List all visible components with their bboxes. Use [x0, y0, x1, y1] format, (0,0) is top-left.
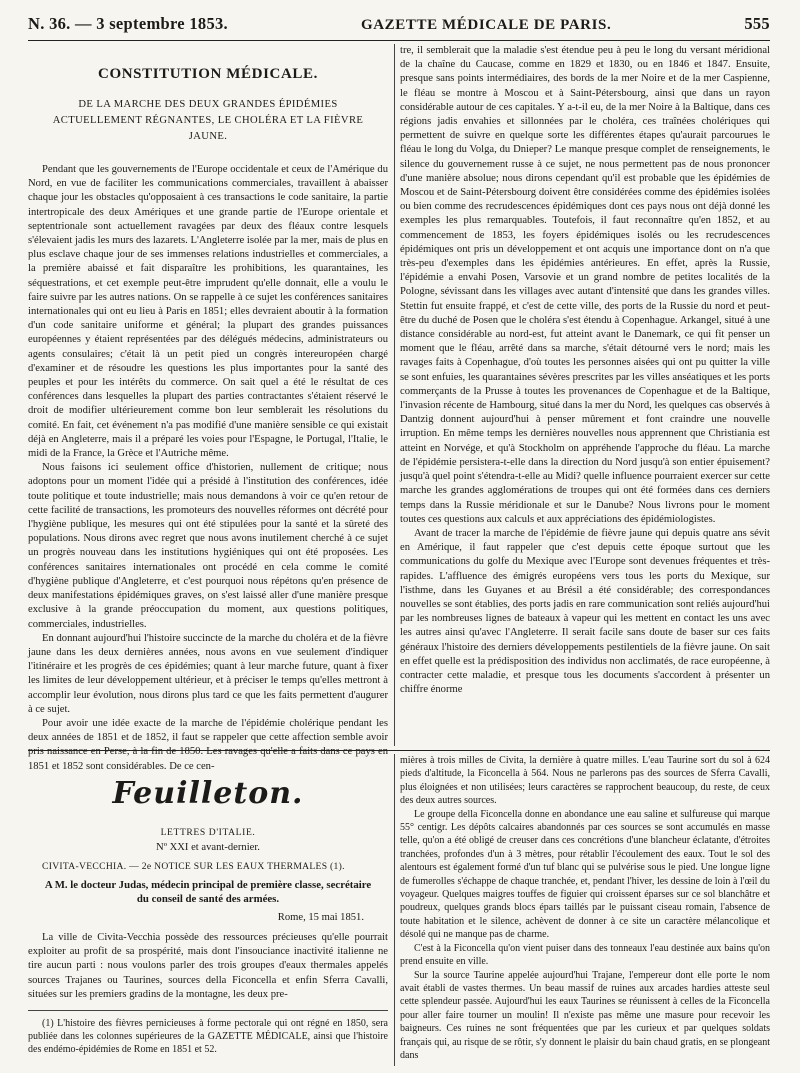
running-head — [28, 14, 770, 38]
article-paragraph: Pendant que les gouvernements de l'Europe occidentale et ceux de l'Amérique du Nord, en vue de faciliter les communications commerciales, travaillent à abaisser chaque jour les obstacles qu'opposaient à ces transactions le code sanitaire, la partie intertropicale des deux Amériques et une grande partie de l'Europe orientale et septentrionale sont actuellement ravagées par deux des fléaux contre lesquels s'élevaient jadis les murs des lazarets. L'Angleterre isolée par la mer, mais de plus en plus esclave chaque jour de ses immenses relations industrielles et commerciales, a la première abaissé et fait disparaître les prohibitions, les quarantaines, les séquestrations, et cet exemple peut-être imprudent qu'elle donnait, elle a voulu le faire suivre par les autres nations. On se rappelle à ce sujet les conférences sanitaires internationales qui ont eu lieu à Paris en 1851; elles devraient aboutir à la formation d'un code sanitaire uniforme et général; la plupart des grandes puissances européennes y étaient représentées par des délégués médecins, administrateurs ou agents consulaires; c'était là un petit pied un congrès intereuropéen chargé d'examiner et de résoudre les questions les plus importantes pour la santé des peuples et pour les intérêts du commerce. On sait quel a été le résultat de ces conférences dans lesquelles la plupart des parties contractantes s'étaient réservé le droit de modifier ultérieurement comme bon leur semblerait les résolutions du comité. En fait, cet événement n'a pas modifié d'une manière sensible ce qui existait déjà en Angleterre, mais il a préparé les voies pour l'Espagne, le Portugal, l'Italie, le midi de la France, la Grèce et l'Autriche même. — [28, 164, 388, 460]
feuilleton-paragraph: Le groupe della Ficoncella donne en abondance une eau saline et sulfureuse qui marque 55° centigr. Les dépôts calcaires abandonnés par ces sources se sont accumulés en masse telle, qu'on a été obligé de creuser dans ces concrétions d'une blancheur éclatante, d'étroites tranchées, profondes d'un à 3 mètres, pour rétablir l'écoulement des eaux. Tout le sol des alentours est également formé d'un tuf blanc qui se pulvérise sous le pied. Une longue ligne de fumerolles s'échappe de chaque tranchée, et, pendant l'hiver, les dessine de loin à l'œil du voyageur. Quelques maigres touffes de figuier qui croissent éparses sur ce sol blanchâtre et poudreux, quelques grands blocs épars taillés par le puissant ciseau romain, l'absence de toute habitation et le silence, achèvent de donner à ce site un caractère mélancolique et désolé qui ne manque pas de charme. — [400, 808, 770, 941]
section-title: CONSTITUTION MÉDICALE. — [98, 66, 318, 82]
column-divider — [394, 754, 395, 1066]
feuilleton-number: Nº XXI et avant-dernier. — [156, 842, 260, 853]
feuilleton-notice: CIVITA-VECCHIA. — 2e NOTICE SUR LES EAUX THERMALES (1). — [42, 861, 345, 872]
feuilleton-paragraph: La ville de Civita-Vecchia possède des ressources précieuses qu'elle pourrait exploiter au profit de sa prospérité, mais dont l'insouciance inactivité italienne ne tire aucun parti : nous voulons parler des trois groupes d'eaux thermales appelés sources Trajanes ou Taurines, sources della Ficoncella et enfin Sferra Cavalli, situées sur les premiers gradins de la montagne, les deux pre- — [28, 932, 388, 1000]
feuilleton-title: Feuilleton. — [112, 776, 304, 811]
article-subtitle: DE LA MARCHE DES DEUX GRANDES ÉPIDÉMIES ACTUELLEMENT RÉGNANTES, LE CHOLÉRA ET LA FIÈVRE JAUNE. — [52, 99, 364, 142]
issue-date: N. 36. — 3 septembre 1853. — [28, 14, 228, 33]
feuilleton-rule — [28, 750, 770, 751]
article-paragraph: Pour avoir une idée exacte de la marche de l'épidémie cholérique pendant les deux années de 1851 et de 1852, il faut se rappeler que cette affection semble avoir pris naissance en Perse, à la fin de 1850. Les ravages qu'elle a faits dans ce pays en 1851 et 1852 sont considérables. De ce cen- — [28, 717, 388, 772]
footnote-rule — [28, 1010, 388, 1011]
footnote: (1) L'histoire des fièvres pernicieuses à forme pectorale qui ont régné en 1850, sera publiée dans les colonnes supérieures de la GAZETTE MÉDICALE, ainsi que l'histoire des endémo-épidémies de Rome en 1851 et 52. — [28, 1018, 388, 1056]
page-number: 555 — [744, 14, 770, 33]
article-paragraph: En donnant aujourd'hui l'histoire succincte de la marche du choléra et de la fièvre jaune dans les deux dernières années, nous avons en vue seulement d'indiquer l'itinéraire et les progrès de ces épidémies; quant à leur marche future, quant à fixer les limites de leur développement ultérieur, et à préciser le temps qu'elles mettront à accomplir leur évolution, nous dirons plus tard ce que les faits permettent d'augurer à ce sujet. — [28, 632, 388, 715]
article-right-column — [400, 44, 770, 746]
feuilleton-left-column — [28, 754, 388, 1066]
article-section — [28, 44, 770, 772]
feuilleton-section — [28, 754, 770, 1066]
article-paragraph: Nous faisons ici seulement office d'historien, nullement de critique; nous adoptons pour un moment l'idée qui a présidé à l'institution des conférences, idée toute politique et toute industrielle; mais nous demandons à voir ce qu'en retour de cette facilité de transactions, les promoteurs des nouvelles réformes ont décrété pour l'hygiène publique, les mesures qui ont été stipulées pour la santé et la sûreté des populations. Nous dirons avec regret que nous avons inutilement cherché à ce sujet un progrès nouveau dans les institutions hygiéniques qui ont été proposées. Les conférences sanitaires internationales ont procédé en cela comme le comité d'hygiène publique d'Angleterre, et c'est pourquoi nous répétons qu'en présence de deux manifestations épidémiques graves, on s'est laissé aller d'une manière presque exclusive à la grande préoccupation du moment, aux questions politiques, commerciales, industrielles. — [28, 462, 388, 630]
article-paragraph: tre, il semblerait que la maladie s'est étendue peu à peu le long du versant méridional de la chaîne du Caucase, comme en 1829 et 1830, ou en 1846 et 1847. Ensuite, presque sans points intermédiaires, des bords de la mer Noire et de la mer Caspienne, le fléau se montre à Moscou et à Saint-Pétersbourg, ainsi que dans un rayon considérable autour de ces capitales. Y a-t-il eu, de la mer Noire à la Baltique, dans ces régions jadis envahies et sillonnées par le choléra, ces traînées cholériques qui permettent de suivre en quelque sorte les différentes étapes qu'aurait parcourues le fléau le long du Volga, du Dnieper? Le manque presque complet de renseignements, le silence du gouvernement russe à ce sujet, ne nous permettent pas de nous prononcer d'une manière absolue; nous dirons cependant qu'il est probable que les épidémies de Moscou et de Saint-Pétersbourg doivent être considérées comme des épidémies isolées ou bien comme des recrudescences épidémiques dont ces pays nous ont déjà donné les exemples les plus remarquables. Toutefois, il faut reconnaître qu'en 1852, et au commencement de 1853, les foyers épidémiques isolés ou les recrudescences épidémiques ont pris un développement et ont acquis une importance dont on n'a que très-peu d'exemples dans les épidémies antérieures. En effet, après la Russie, l'épidémie a envahi Posen, Varsovie et un grand nombre de petites localités de la Pologne, sévissant dans les villages avec autant d'intensité que dans les grandes villes. Stettin fut ensuite frappé, et c'est de cette ville, des ports de la Russie du nord et peut-être du duché de Posen que le choléra s'est étendu à Copenhague. Arkangel, situé à une distance considérable au nord-est, fut atteint avant le Danemark, ce qui fit penser un moment que le fléau, arrêté dans sa marche, s'était détourné vers le nord; mais les ravages faits à Copenhague, d'où toutes les personnes aisées qui ont pu quitter la ville se sont enfuies, les quarantaines sévères prescrites par les villes anséatiques et les ports commerçants de la Prusse à toutes les provenances de Copenhague et de la Baltique, l'invasion récente de Hambourg, situé dans la mer du Nord, les quelques cas observés à Dantzig donnent aujourd'hui à penser mûrement et font craindre une nouvelle irruption. En même temps les dernières nouvelles nous apprennent que Christiania est atteint en Norvége, et qu'à Stockholm on appréhende l'approche du fléau. La marche de l'épidémie persistera-t-elle dans la direction du Nord jusqu'à son entier épuisement? jusqu'à quel point s'étendra-t-elle au Midi? quelle influence pourraient exercer sur cette marche les grandes agglomérations de troupes qui ont été formées dans ces derniers temps dans la Russie méridionale et sur le Danube? Nous livrons pour le moment toutes ces questions aux calculs et aux appréciations des épidémiologistes. — [400, 45, 770, 525]
header-rule — [28, 40, 770, 41]
article-paragraph: Avant de tracer la marche de l'épidémie de fièvre jaune qui depuis quatre ans sévit en Amérique, il faut rappeler que c'est depuis cette époque surtout que les communications du golfe du Mexique avec l'Europe sont devenues fréquentes et très-rapides. L'affluence des émigrés européens vers tous les ports du Mexique, sur l'isthme, dans les Guyanes et au Brésil a été considérable; des correspondances nouvelles se sont établies, des ports jadis en rare communication sont reliés aujourd'hui par les nombreuses lignes de bateaux à vapeur qui les mettent en contact les uns avec les autres ainsi qu'avec l'Angleterre. Il serait facile sans doute de baser sur ces faits généraux l'histoire des derniers développements pestilentiels de la fièvre jaune. On sait en effet quelle est la prédisposition des individus non acclimatés, de race européenne, à contracter cette maladie, et presque tous les documents s'accordent à présenter un chiffre énorme — [400, 527, 770, 696]
article-left-column — [28, 44, 388, 772]
feuilleton-dedication: A M. le docteur Judas, médecin principal de première classe, secrétaire du conseil de santé des armées. — [44, 879, 372, 905]
column-divider — [394, 44, 395, 746]
feuilleton-paragraph: C'est à la Ficoncella qu'on vient puiser dans des tonneaux l'eau destinée aux bains qu'on prend ensuite en ville. — [400, 942, 770, 968]
journal-title: GAZETTE MÉDICALE DE PARIS. — [360, 17, 612, 33]
feuilleton-series: LETTRES D'ITALIE. — [160, 827, 256, 838]
feuilleton-paragraph: Sur la source Taurine appelée aujourd'hui Trajane, l'empereur dont elle porte le nom avait établi de vastes thermes. Un beau massif de ruines aux arcades hardies atteste seul cette splendeur passée. Aujourd'hui les eaux Taurines se réunissent à celles de la Ficoncella pour aller faire tourner un moulin! Il n'existe pas même une masure pour recevoir les baigneurs. Ces ruines ne sont fréquentées que par les curieux et par quelques soldats français qui, au risque de se rôtir, s'y donnent le plaisir du bain chaud gratis, en se plongeant dans — [400, 969, 770, 1061]
feuilleton-paragraph: mières à trois milles de Civita, la dernière à quatre milles. L'eau Taurine sort du sol à 624 pieds d'altitude, la Ficoncella à 564. Nous ne parlerons pas des sources de Sferra Cavalli, plus éloignées et non utilisées; leurs caractères se rapprochent beaucoup, du reste, de ceux des deux autres sources. — [400, 755, 770, 807]
feuilleton-date: Rome, 15 mai 1851. — [277, 912, 364, 923]
feuilleton-right-column — [400, 754, 770, 1066]
